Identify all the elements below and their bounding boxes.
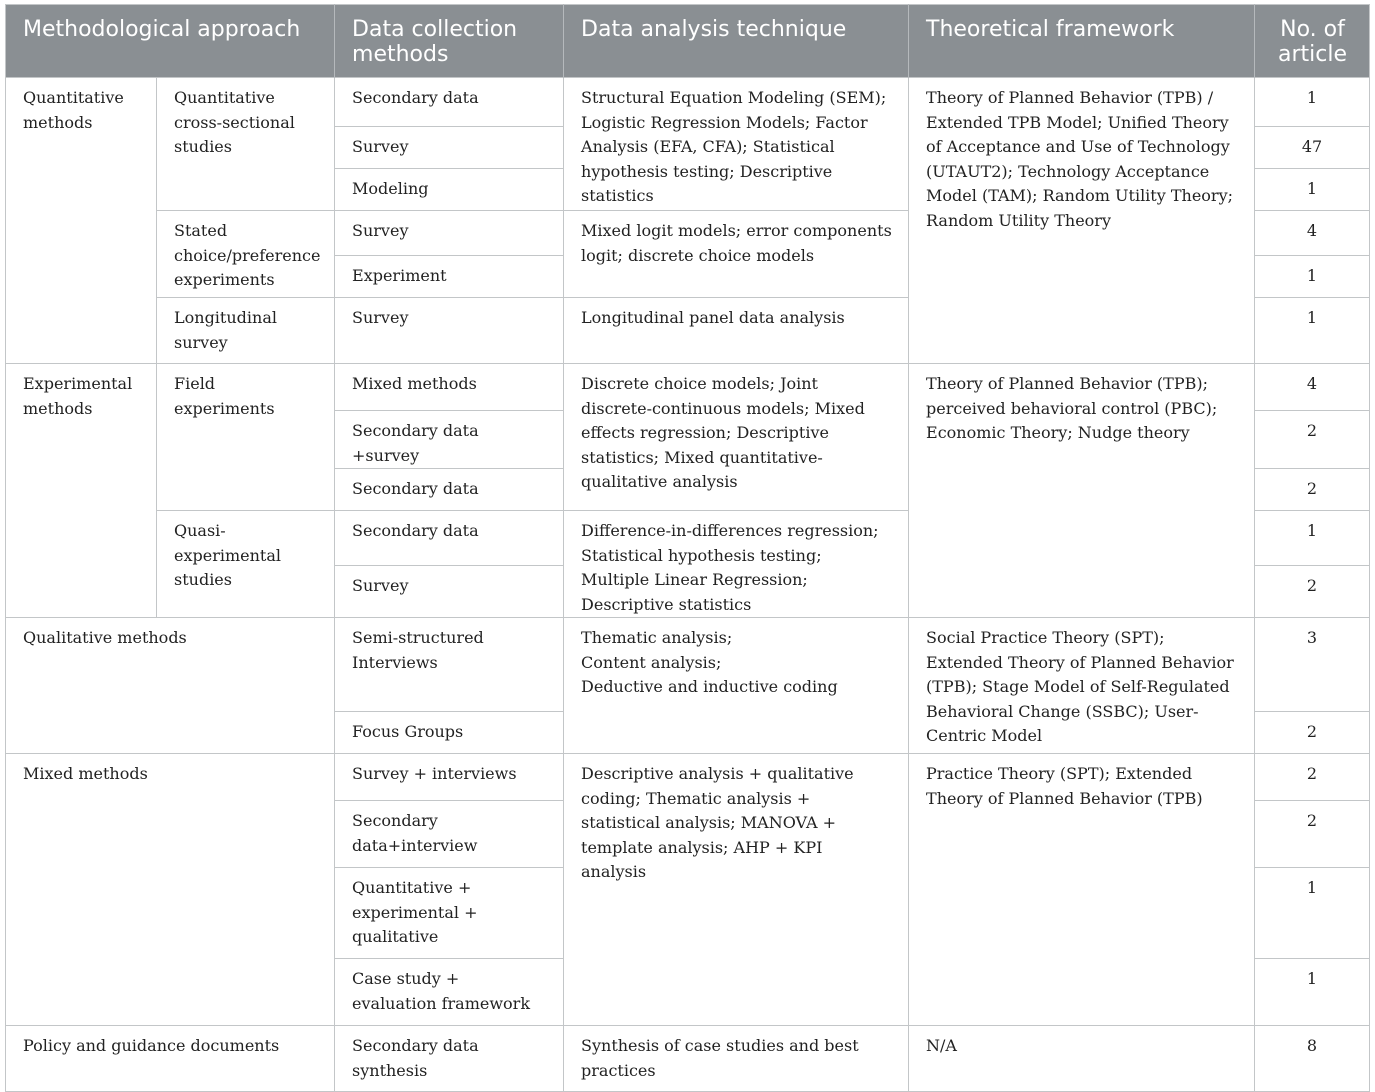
collection-cell: Survey — [335, 211, 564, 256]
collection-cell: Secondary data — [335, 469, 564, 511]
theory-cell: Theory of Planned Behavior (TPB) / Extended TPB Model; Unified Theory of Acceptance and Use of Technology (UTAUT2); Technology Acceptance Model (TAM); Random Utility Theory; Random Utility Theory — [909, 78, 1255, 364]
collection-cell: Secondary data synthesis — [335, 1026, 564, 1092]
design-cell: Quantitative cross-sectional studies — [157, 78, 335, 211]
count-cell: 1 — [1255, 959, 1370, 1026]
analysis-cell: Structural Equation Modeling (SEM); Logistic Regression Models; Factor Analysis (EFA, CFA); Statistical hypothesis testing; Descriptive statistics — [564, 78, 909, 211]
count-cell: 2 — [1255, 411, 1370, 469]
header-count: No. of article — [1255, 5, 1370, 78]
count-cell: 1 — [1255, 868, 1370, 959]
collection-cell: Modeling — [335, 169, 564, 211]
count-cell: 2 — [1255, 712, 1370, 754]
header-row — [6, 5, 1370, 78]
analysis-cell: Mixed logit models; error components logit; discrete choice models — [564, 211, 909, 298]
collection-cell: Survey + interviews — [335, 754, 564, 801]
table-row — [6, 364, 1370, 411]
table-row — [6, 618, 1370, 712]
analysis-cell: Thematic analysis; Content analysis; Deductive and inductive coding — [564, 618, 909, 754]
collection-cell: Focus Groups — [335, 712, 564, 754]
theory-cell: N/A — [909, 1026, 1255, 1092]
design-cell: Stated choice/preference experiments — [157, 211, 335, 298]
analysis-cell: Synthesis of case studies and best practices — [564, 1026, 909, 1092]
methods-table — [5, 4, 1370, 1092]
count-cell: 1 — [1255, 511, 1370, 566]
header-approach: Methodological approach — [6, 5, 335, 78]
table-row — [6, 754, 1370, 801]
theory-cell: Theory of Planned Behavior (TPB); perceived behavioral control (PBC); Economic Theory; Nudge theory — [909, 364, 1255, 618]
approach-cell: Qualitative methods — [6, 618, 335, 754]
design-cell: Longitudinal survey — [157, 298, 335, 364]
theory-cell: Social Practice Theory (SPT); Extended Theory of Planned Behavior (TPB); Stage Model of Self-Regulated Behavioral Change (SSBC); User-Centric Model — [909, 618, 1255, 754]
count-cell: 1 — [1255, 256, 1370, 298]
count-cell: 4 — [1255, 211, 1370, 256]
collection-cell: Survey — [335, 127, 564, 169]
count-cell: 1 — [1255, 298, 1370, 364]
collection-cell: Survey — [335, 565, 564, 617]
count-cell: 3 — [1255, 618, 1370, 712]
count-cell: 2 — [1255, 801, 1370, 868]
header-analysis: Data analysis technique — [564, 5, 909, 78]
collection-cell: Semi-structured Interviews — [335, 618, 564, 712]
collection-cell: Secondary data+interview — [335, 801, 564, 868]
analysis-cell: Longitudinal panel data analysis — [564, 298, 909, 364]
collection-cell: Secondary data +survey — [335, 411, 564, 469]
count-cell: 2 — [1255, 754, 1370, 801]
collection-cell: Survey — [335, 298, 564, 364]
theory-cell: Practice Theory (SPT); Extended Theory of Planned Behavior (TPB) — [909, 754, 1255, 1026]
count-cell: 1 — [1255, 78, 1370, 127]
header-collection: Data collection methods — [335, 5, 564, 78]
design-cell: Field experiments — [157, 364, 335, 511]
header-theory: Theoretical framework — [909, 5, 1255, 78]
analysis-cell: Discrete choice models; Joint discrete-continuous models; Mixed effects regression; Descriptive statistics; Mixed quantitative-qualitative analysis — [564, 364, 909, 511]
approach-cell: Experimental methods — [6, 364, 157, 618]
count-cell: 2 — [1255, 565, 1370, 617]
count-cell: 2 — [1255, 469, 1370, 511]
collection-cell: Secondary data — [335, 78, 564, 127]
count-cell: 8 — [1255, 1026, 1370, 1092]
table-row — [6, 78, 1370, 127]
analysis-cell: Descriptive analysis + qualitative coding; Thematic analysis + statistical analysis; MANOVA + template analysis; AHP + KPI analysis — [564, 754, 909, 1026]
collection-cell: Experiment — [335, 256, 564, 298]
design-cell: Quasi-experimental studies — [157, 511, 335, 618]
table-row — [6, 1026, 1370, 1092]
collection-cell: Secondary data — [335, 511, 564, 566]
analysis-cell: Difference-in-differences regression; Statistical hypothesis testing; Multiple Linear Regression; Descriptive statistics — [564, 511, 909, 618]
approach-cell: Mixed methods — [6, 754, 335, 1026]
collection-cell: Case study + evaluation framework — [335, 959, 564, 1026]
approach-cell: Policy and guidance documents — [6, 1026, 335, 1092]
approach-cell: Quantitative methods — [6, 78, 157, 364]
count-cell: 47 — [1255, 127, 1370, 169]
collection-cell: Quantitative + experimental + qualitative — [335, 868, 564, 959]
count-cell: 1 — [1255, 169, 1370, 211]
count-cell: 4 — [1255, 364, 1370, 411]
collection-cell: Mixed methods — [335, 364, 564, 411]
